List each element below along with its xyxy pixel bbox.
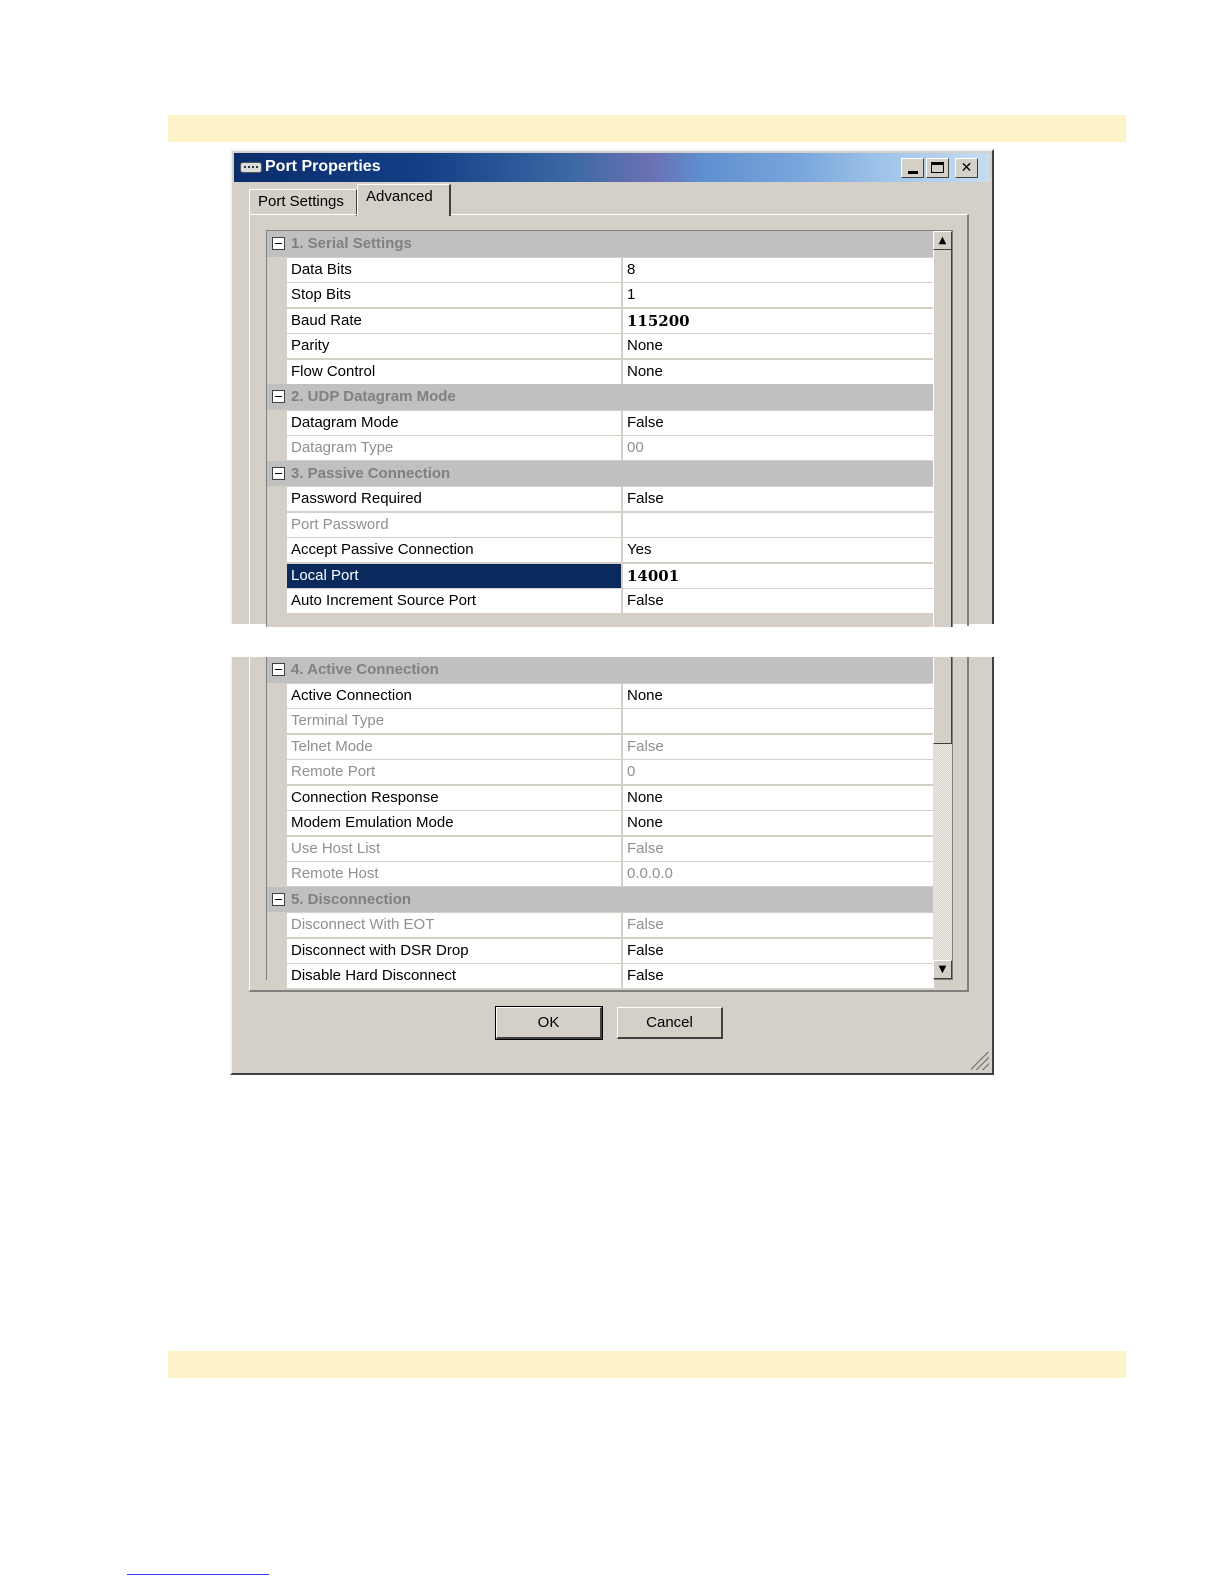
property-name[interactable]: Disconnect With EOT — [287, 913, 621, 937]
property-value[interactable]: None — [623, 811, 934, 835]
property-name[interactable]: Active Connection — [287, 684, 621, 708]
category-row[interactable] — [267, 887, 934, 913]
property-row[interactable] — [267, 588, 934, 614]
property-name[interactable]: Disconnect with DSR Drop — [287, 939, 621, 963]
property-name[interactable]: Password Required — [287, 487, 621, 511]
property-value[interactable]: False — [623, 487, 934, 511]
property-row[interactable] — [267, 861, 934, 887]
property-name[interactable]: Flow Control — [287, 360, 621, 384]
collapse-icon[interactable] — [272, 467, 285, 480]
property-value[interactable]: 00 — [623, 436, 934, 460]
property-name[interactable]: Accept Passive Connection — [287, 538, 621, 562]
resize-grip-icon[interactable] — [971, 1052, 989, 1070]
property-name[interactable]: Datagram Mode — [287, 411, 621, 435]
property-name[interactable]: Modem Emulation Mode — [287, 811, 621, 835]
property-value[interactable]: False — [623, 735, 934, 759]
property-value[interactable]: Yes — [623, 538, 934, 562]
advanced-panel — [249, 214, 969, 626]
top-highlight-band — [168, 115, 1126, 142]
property-row[interactable] — [267, 537, 934, 563]
property-name[interactable]: Parity — [287, 334, 621, 358]
minimize-button[interactable] — [901, 158, 924, 178]
property-row[interactable] — [267, 512, 934, 538]
scroll-up-button[interactable]: ▲ — [933, 231, 952, 250]
maximize-icon — [931, 162, 944, 173]
window-title: Port Properties — [265, 158, 381, 175]
property-value[interactable]: False — [623, 913, 934, 937]
scroll-thumb-lower[interactable] — [933, 657, 952, 744]
property-row[interactable] — [267, 734, 934, 760]
collapse-icon[interactable] — [272, 893, 285, 906]
property-name[interactable]: Port Password — [287, 513, 621, 537]
collapse-icon[interactable] — [272, 663, 285, 676]
property-name[interactable]: Baud Rate — [287, 309, 621, 333]
category-label: 1. Serial Settings — [291, 235, 412, 252]
property-value[interactable]: False — [623, 964, 934, 988]
property-grid-lower — [266, 657, 953, 984]
advanced-panel-lower — [249, 657, 969, 992]
category-row[interactable] — [267, 384, 934, 410]
serial-port-icon — [240, 162, 262, 173]
property-name[interactable]: Connection Response — [287, 786, 621, 810]
category-label: 4. Active Connection — [291, 661, 439, 678]
category-label: 5. Disconnection — [291, 890, 412, 908]
property-row[interactable] — [267, 435, 934, 461]
property-name[interactable]: Use Host List — [287, 837, 621, 861]
property-value[interactable]: 115200 — [623, 309, 934, 333]
category-label: 2. UDP Datagram Mode — [291, 388, 456, 405]
property-value[interactable] — [623, 513, 934, 537]
category-row[interactable] — [267, 657, 934, 683]
property-row[interactable] — [267, 359, 934, 385]
property-row[interactable] — [267, 938, 934, 964]
property-value[interactable] — [623, 709, 934, 733]
property-name[interactable]: Terminal Type — [287, 709, 621, 733]
property-row[interactable] — [267, 836, 934, 862]
ok-button[interactable]: OK — [496, 1007, 602, 1039]
property-value[interactable]: 1 — [623, 283, 934, 307]
property-row[interactable] — [267, 683, 934, 709]
property-value[interactable]: None — [623, 786, 934, 810]
property-value[interactable]: False — [623, 589, 934, 613]
category-label: 3. Passive Connection — [291, 464, 451, 482]
property-value[interactable]: False — [623, 411, 934, 435]
property-row[interactable] — [267, 333, 934, 359]
tab-advanced[interactable]: Advanced — [357, 184, 451, 216]
property-name[interactable]: Remote Port — [287, 760, 621, 784]
property-row[interactable] — [267, 963, 934, 989]
property-row[interactable] — [267, 257, 934, 283]
scroll-thumb[interactable] — [933, 250, 952, 627]
property-name[interactable]: Datagram Type — [287, 436, 621, 460]
property-name[interactable]: Local Port — [287, 564, 621, 588]
vertical-scrollbar-lower[interactable] — [933, 657, 952, 979]
property-value[interactable]: None — [623, 684, 934, 708]
vertical-scrollbar[interactable] — [933, 231, 952, 627]
property-row[interactable] — [267, 410, 934, 436]
property-row[interactable] — [267, 759, 934, 785]
property-row[interactable] — [267, 308, 934, 334]
property-grid — [266, 230, 953, 627]
category-row[interactable] — [267, 231, 934, 257]
collapse-icon[interactable] — [272, 237, 285, 250]
title-bar[interactable] — [234, 153, 990, 182]
property-name[interactable]: Stop Bits — [287, 283, 621, 307]
tab-port-settings[interactable]: Port Settings — [249, 189, 357, 216]
property-row[interactable] — [267, 563, 934, 589]
property-name[interactable]: Auto Increment Source Port — [287, 589, 621, 613]
category-row[interactable] — [267, 461, 934, 487]
maximize-button[interactable] — [926, 158, 949, 178]
cancel-button[interactable]: Cancel — [617, 1007, 723, 1039]
collapse-icon[interactable] — [272, 390, 285, 403]
footer-link-underline — [127, 1574, 269, 1575]
property-value[interactable]: 0.0.0.0 — [623, 862, 934, 886]
property-value[interactable]: None — [623, 360, 934, 384]
property-row[interactable] — [267, 912, 934, 938]
property-value[interactable]: 14001 — [623, 564, 934, 588]
property-name[interactable]: Data Bits — [287, 258, 621, 282]
property-value[interactable]: 8 — [623, 258, 934, 282]
property-value[interactable]: 0 — [623, 760, 934, 784]
port-properties-window-lower — [230, 657, 994, 1075]
property-row[interactable] — [267, 708, 934, 734]
port-properties-window — [230, 149, 994, 624]
property-row[interactable] — [267, 785, 934, 811]
property-row[interactable] — [267, 810, 934, 836]
close-button[interactable]: ✕ — [955, 158, 978, 178]
property-name[interactable]: Remote Host — [287, 862, 621, 886]
property-value[interactable]: False — [623, 837, 934, 861]
property-name[interactable]: Telnet Mode — [287, 735, 621, 759]
property-value[interactable]: None — [623, 334, 934, 358]
property-name[interactable]: Disable Hard Disconnect — [287, 964, 621, 988]
minimize-icon — [908, 171, 918, 174]
property-row[interactable] — [267, 486, 934, 512]
property-value[interactable]: False — [623, 939, 934, 963]
bottom-highlight-band — [168, 1351, 1126, 1378]
property-row[interactable] — [267, 282, 934, 308]
scroll-down-button[interactable]: ▼ — [933, 960, 952, 979]
